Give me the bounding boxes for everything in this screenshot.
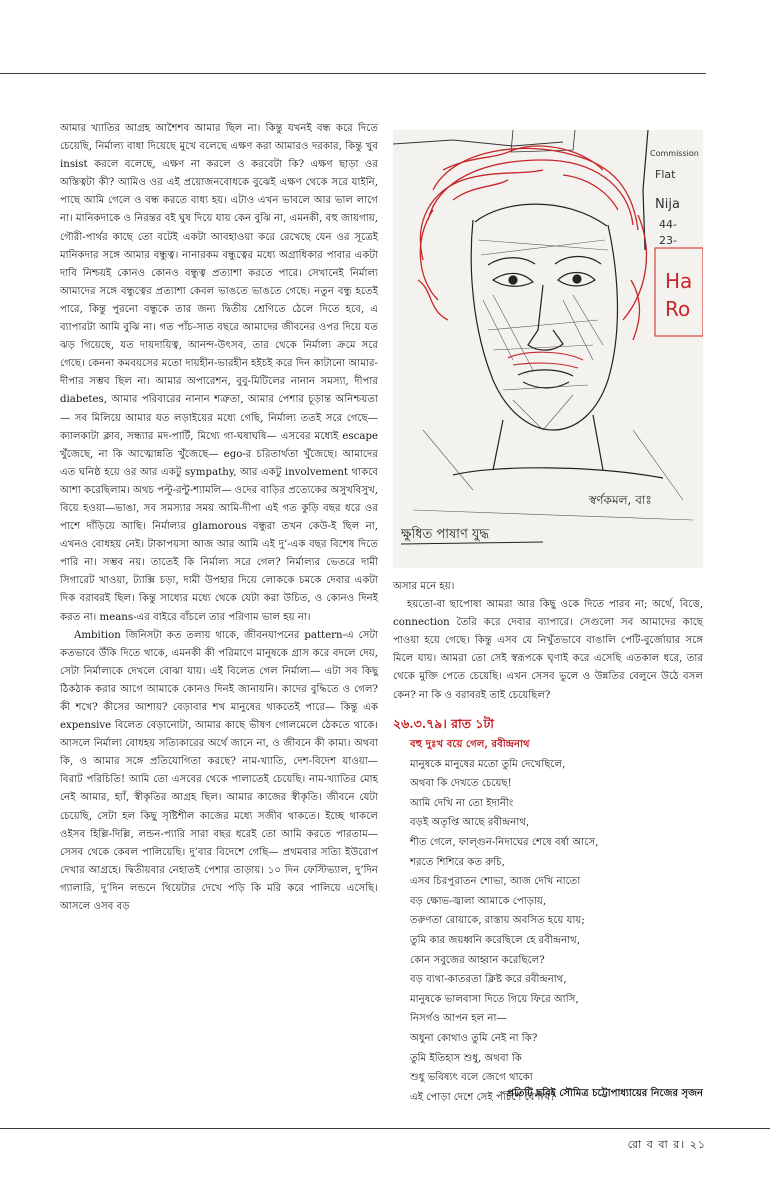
self-portrait-sketch: [393, 130, 703, 568]
poem-line: মানুষকে মানুষের মতো তুমি দেখেছিলে,: [410, 758, 566, 770]
poem-line: অধুনা কোথাও তুমি নেই না কি?: [410, 1032, 538, 1044]
poem-line: মানুষকে ভালবাসা দিতে গিয়ে ফিরে আসি,: [410, 993, 579, 1005]
bottom-rule: [0, 1128, 770, 1129]
poem-line: শুধু ভবিষ্যৎ বলে জেগে থাকো: [410, 1072, 533, 1084]
poem-line: শীত গেলে, ফাল্গুন-নিদাঘের শেষে বর্ষা আসে,: [410, 836, 599, 848]
sketch-handwriting-left: ক্ষুধিত পাষাণ যুদ্ধ: [401, 527, 489, 542]
sketch-note-num2: 23-: [659, 234, 677, 247]
poem: [410, 735, 703, 1107]
poem-line: আমি দেখি না তো ইদানীং: [410, 797, 514, 809]
paragraph: Ambition জিনিসটা কত তলায় থাকে, জীবনযাপনের pattern-এ সেটা কতভাবে উঁকি দিতে থাকে, এমনকী কী পরিমাণে মানুষকে গ্রাস করে বদলে দেয়, সেটা নির্মাল্যকে দেখলে বোঝা যায়। এই বিলেত গেল নির্মাল্য— এটা সব কিছু ঠিকঠাক করার আগে আমাকে কোনও দিনই জানায়নি। কাদের বুদ্ধিতে ও গেল? কী শখে? কীসের আশায়? বেড়াবার শখ মানুষের থাকতেই পারে— কিন্তু এক expensive বিলেত বেড়ানোটা, আমার কাছে ভীষণ গোলমেলে ঠেকতে থাকে। আসলে নির্মাল্য বোধহয় সত্যিকারের অর্থে জানে না, ও জীবনে কী কাম্য। অথবা কি, ও আমার সঙ্গে প্রতিযোগিতা করছে? নাম-খ্যাতি, দেশ-বিদেশ যাওয়া— বিরাট পরিচিতি! আমি তো এসবের থেকে পালাতেই চেয়েছি। নাম-খ্যাতির মোহ নেই আমার, হ্যাঁ, স্বীকৃতির আগ্রহ ছিল। আমার কাজের স্বীকৃতি। জীবনে যেটা চেয়েছি, সেটা হল কিছু সৃষ্টিশীল কাজের মধ্যে সজীব থাকতে। ইচ্ছে থাকলে ওইসব হিল্লি-দিল্লি, লন্ডন-প্যারি সারা বছর ধরেই তো আমি করতে পারতাম— সেসব থেকে কেবল পালিয়েছি। দু’বার বিদেশে গেছি— প্রথমবার সত্যি ইউরোপ দেখার আগ্রহে। দ্বিতীয়বার নেহাতই পেশার তাড়ায়। ১০ দিন ফেস্টিভ্যাল, দু’দিন গ্যালারি, দু’দিন লন্ডনে থিয়েটার দেখে পড়ি কি মরি করে পালিয়ে এসেছি। আসলে ওসব বড়: [60, 629, 378, 913]
poem-line: কোন সবুজের আহ্বান করেছিলে?: [410, 954, 545, 966]
sketch-note-num1: 44-: [659, 218, 677, 231]
sketch-handwriting-right: স্বর্ণকমল, বাঃ: [589, 493, 652, 507]
sketch-note-flat: Flat: [655, 168, 676, 181]
poem-line: এই পোড়া দেশে সেই পঁচিশে বৈশাখ?: [410, 1091, 556, 1103]
sketch-note-red-1: Ha: [665, 269, 693, 293]
poem-line: বড় ব্যথা-কাতরতা ক্লিষ্ট করে রবীন্দ্রনাথ,: [410, 974, 567, 986]
page-folio: রো ব বা র। ২১: [627, 1138, 706, 1151]
poem-line: বড় ক্ষোভ-জ্বালা আমাকে পোড়ায়,: [410, 895, 547, 907]
poem-line: অথবা কি দেখতে চেয়েছ!: [410, 778, 512, 790]
poem-line: শরতে শিশিরে কত রুচি,: [410, 856, 505, 868]
paragraph: হয়তো-বা ছাপোষা আমরা আর কিছু ওকে দিতে পারব না; অর্থে, বিত্তে, connection তৈরি করে দেবার ব্যাপারে। সেগুলো সব আমাদের কাছে পাওয়া হয়ে গেছে। কিন্তু এসব যে নিখুঁতভাবে বাঙালি পেটি-বুর্জোয়ার সঙ্গে মিলে যায়। আমরা তো সেই স্বরূপকে ঘৃণাই করে এসেছি এতকাল ধরে, তার থেকে মুক্তি পেতে চেয়েছি। এখন সেসব ভুলে ও উন্নতির বেলুনে উঠে বসল কেন? না কি ও বরাবরই তাই চেয়েছিল?: [393, 599, 703, 701]
paragraph: অসার মনে হয়।: [393, 581, 455, 592]
image-credit: প্রতিটি ছবিই সৌমিত্র চট্টোপাধ্যায়ের নিজের সৃজন: [506, 1088, 703, 1099]
poem-line: তুমি কার জয়ধ্বনি করেছিলে হে রবীন্দ্রনাথ,: [410, 934, 580, 946]
poem-line: বড়ই অতৃপ্তি আছে রবীন্দ্রনাথ,: [410, 817, 530, 829]
paragraph: আমার খ্যাতির আগ্রহ আশৈশব আমার ছিল না। কিন্তু যখনই বন্ধ করে দিতে চেয়েছি, নির্মাল্য বাধা দিয়েছে মুখে বলেছে এক্ষণ করা আমারও দরকার, কিন্তু খুব insist করলে বলেছে, এক্ষণ না করলে ও করবেটা কি? এক্ষণ ছাড়া ওর অস্তিত্বটা কী? আমিও ওর এই প্রয়োজনবোধকে বুঝেই এক্ষণ থেকে সরে যাইনি, পাছে আমি গেলে ও বন্ধ করতে বাধ্য হয়। এটাও এখন ভাবলে আর ভাল লাগে না। মানিকদাকে ও নিরন্তর বই ঘুষ দিয়ে যায় কেন বুঝি না, এমনকী, বহু জায়গায়, গৌরী-পার্থর কাছে তো বটেই একটা আবহাওয়া করে রেখেছে যেন ওর সূত্রেই মানিকদার সঙ্গে আমার বন্ধুত্ব। নানারকম বন্ধুত্বের মধ্যে অগ্রাধিকার পাবার একটা দাবি নিশ্চয়ই কোনও কোনও বন্ধুত্ব প্রত্যাশা করতে পারে। সেখানেই নির্মাল্য আমাদের সঙ্গে বন্ধুত্বের প্রত্যাশা কেবল ভাঙতে ভাঙতে গেছে। নতুন বন্ধু হতেই পারে, কিন্তু পুরনো বন্ধুকে তার জন্য দ্বিতীয় শ্রেণিতে ঠেলে দিতে হবে, এ ব্যাপারটা আমি বুঝি না। গত পাঁচ-সাত বছরে আমাদের জীবনের ওপর দিয়ে যত ঝড় গিয়েছে, যত দায়দায়িত্ব, আনন্দ-উৎসব, তার থেকে নির্মাল্য ক্রমে সরে গেছে। কেননা কমবয়সের মতো দায়হীন-ভারহীন হইচই করে দিন কাটানো আমার-দীপার সম্ভব ছিল না। আমার অপারেশন, বুবু-মিটিলের নানান সমস্যা, দীপার diabetes, আমার পরিবারের নানান শত্রুতা, আমার পেশার চূড়ান্ত অনিশ্চয়তা— সব মিলিয়ে আমার যত লড়াইয়ের মধ্যে গেছি, নির্মাল্য ততই সরে গেছে— ক্যালকাটা ক্লাব, সন্ধ্যার মদ-পার্টি, মিথ্যে গা-ঘষাঘষি— এসবের মধ্যেই escape খুঁজেছে, না কি আত্মোন্নতি খুঁজেছে— ego-র চরিতার্থতা খুঁজেছে। আমাদের এত ঘনিষ্ঠ হয়ে ওর আর একটু sympathy, আর একটু involvement থাকবে আশা করেছিলাম। অথচ পল্টু-রন্টু-শ্যামলি— ওদের বাড়ির প্রত্যেকের অসুখবিসুখ, বিয়ে হওয়া—ভাঙা, সব সমস্যার সময় আমি-দীপা এই গত কুড়ি বছর ধরে ওর পাশে দাঁড়িয়ে আছি। নির্মাল্যর glamorous বন্ধুরা তখন কেউ-ই ছিল না, এখনও বোধহয় নেই। টাকাপয়সা আজ আর আমি এই দু’-এক বছর বিশেষ দিতে পারি না। সম্ভব নয়। তাতেই কি নির্মাল্য সরে গেল? নির্মাল্যর ভেতরে দামী সিগারেট খাওয়া, ট্যাক্সি চড়া, দামী উপহার দিয়ে লোককে চমকে দেবার একটা দিক বরাবরই ছিল। কিন্তু সাধ্যের মধ্যে থেকে যেটা করা উচিত, ও কোনও দিনই করত না। means-এর বাইরে বাঁচলে তার পরিণাম ভাল হয় না।: [60, 123, 378, 623]
diary-date-heading: ২৬.৩.৭৯। রাত ১টা: [393, 716, 494, 731]
poem-line: তরুণতা রোয়াকে, রাস্তায় অবসিত হয়ে যায়;: [410, 915, 585, 927]
poem-line: তুমি ইতিহাস শুধু, অথবা কি: [410, 1052, 522, 1064]
sketch-note-nija: Nija: [655, 197, 680, 212]
poem-title: বহু দুঃখ বয়ে গেল, রবীন্দ্রনাথ: [410, 738, 530, 750]
top-rule: [0, 73, 706, 74]
poem-line: নিসর্গও আপন হল না—: [410, 1013, 507, 1025]
poem-line: এসব চিরপুরাতন শোভা, আজ দেখি নাতো: [410, 876, 581, 888]
sketch-note-red-2: Ro: [665, 297, 691, 321]
article-left-column: [60, 120, 378, 916]
article-right-column: [393, 578, 703, 705]
sketch-note-commission: Commission: [650, 149, 699, 158]
